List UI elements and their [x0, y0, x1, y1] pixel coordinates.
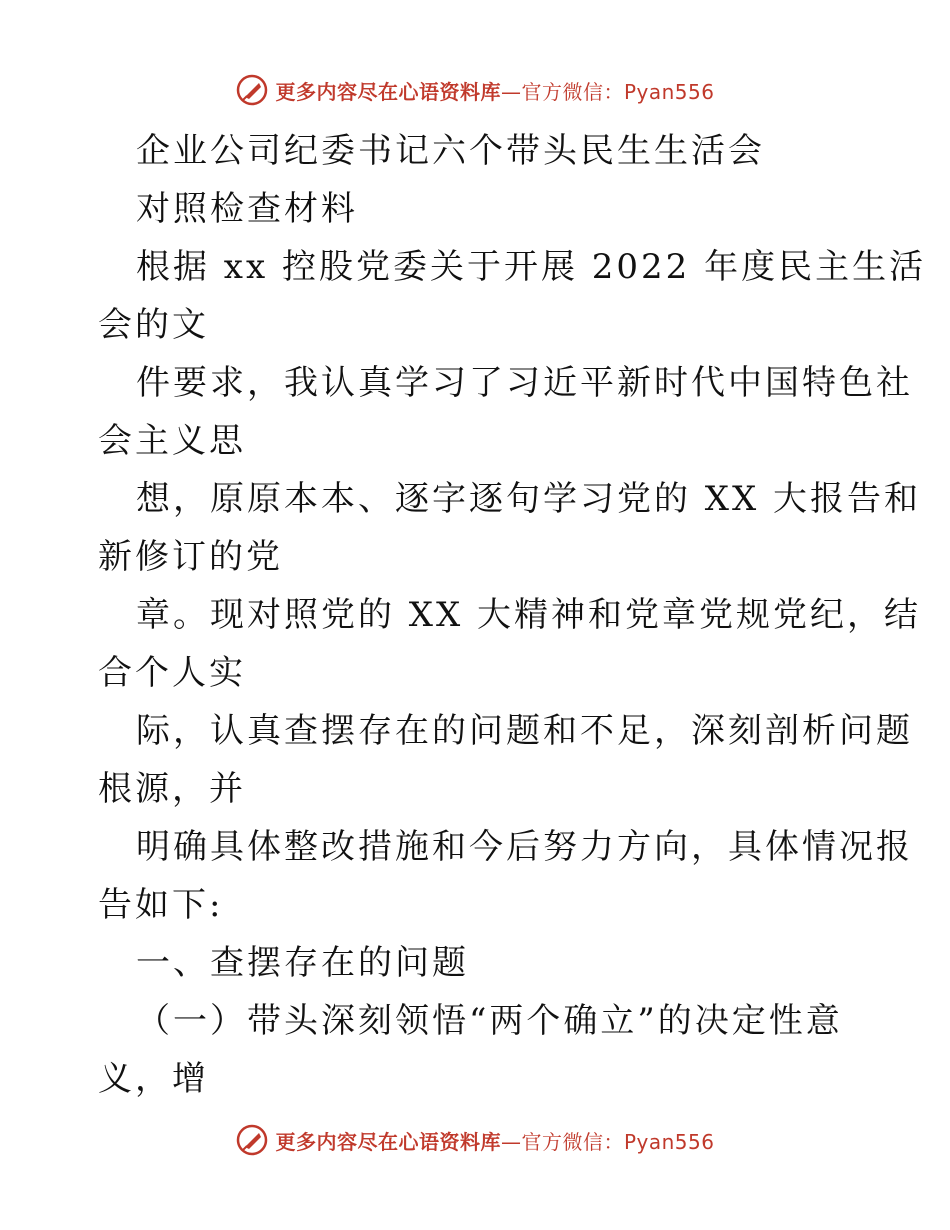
header-banner [0, 70, 950, 110]
document-line: 企业公司纪委书记六个带头民生生活会 [136, 131, 765, 171]
document-line: 一、查摆存在的问题 [136, 943, 469, 983]
header-banner-wechat: 官方微信：Pyan556 [521, 79, 715, 104]
document-line: 义，增 [98, 1059, 209, 1099]
header-banner-main: 更多内容尽在心语资料库 [275, 79, 501, 104]
footer-banner-main: 更多内容尽在心语资料库 [275, 1129, 501, 1154]
document-body [98, 122, 927, 1108]
footer-banner-inner [235, 1123, 714, 1157]
document-line: 告如下: [98, 885, 224, 925]
footer-banner [0, 1120, 950, 1160]
footer-banner-wechat: 官方微信：Pyan556 [521, 1129, 715, 1154]
feather-pen-logo-icon [235, 73, 269, 107]
header-banner-sep: — [500, 79, 522, 104]
document-line: 章。现对照党的 XX 大精神和党章党规党纪，结 [136, 595, 922, 635]
document-line: 件要求，我认真学习了习近平新时代中国特色社 [136, 363, 913, 403]
document-line: 明确具体整改措施和今后努力方向，具体情况报 [136, 827, 913, 867]
footer-banner-sep: — [500, 1129, 522, 1154]
document-line: 会的文 [98, 305, 209, 345]
document-line: （一）带头深刻领悟“两个确立”的决定性意 [136, 1001, 843, 1041]
header-banner-inner [235, 73, 714, 107]
document-line: 新修订的党 [98, 537, 283, 577]
document-line: 想，原原本本、逐字逐句学习党的 XX 大报告和 [136, 479, 922, 519]
document-line: 会主义思 [98, 421, 246, 461]
document-line: 际，认真查摆存在的问题和不足，深刻剖析问题 [136, 711, 913, 751]
feather-pen-logo-icon [235, 1123, 269, 1157]
footer-banner-text [275, 1126, 714, 1155]
document-line: 合个人实 [98, 653, 246, 693]
document-line: 根源，并 [98, 769, 246, 809]
document-line: 对照检查材料 [136, 189, 358, 229]
document-line: 根据 xx 控股党委关于开展 2022 年度民主生活 [136, 247, 927, 287]
header-banner-text [275, 76, 714, 105]
